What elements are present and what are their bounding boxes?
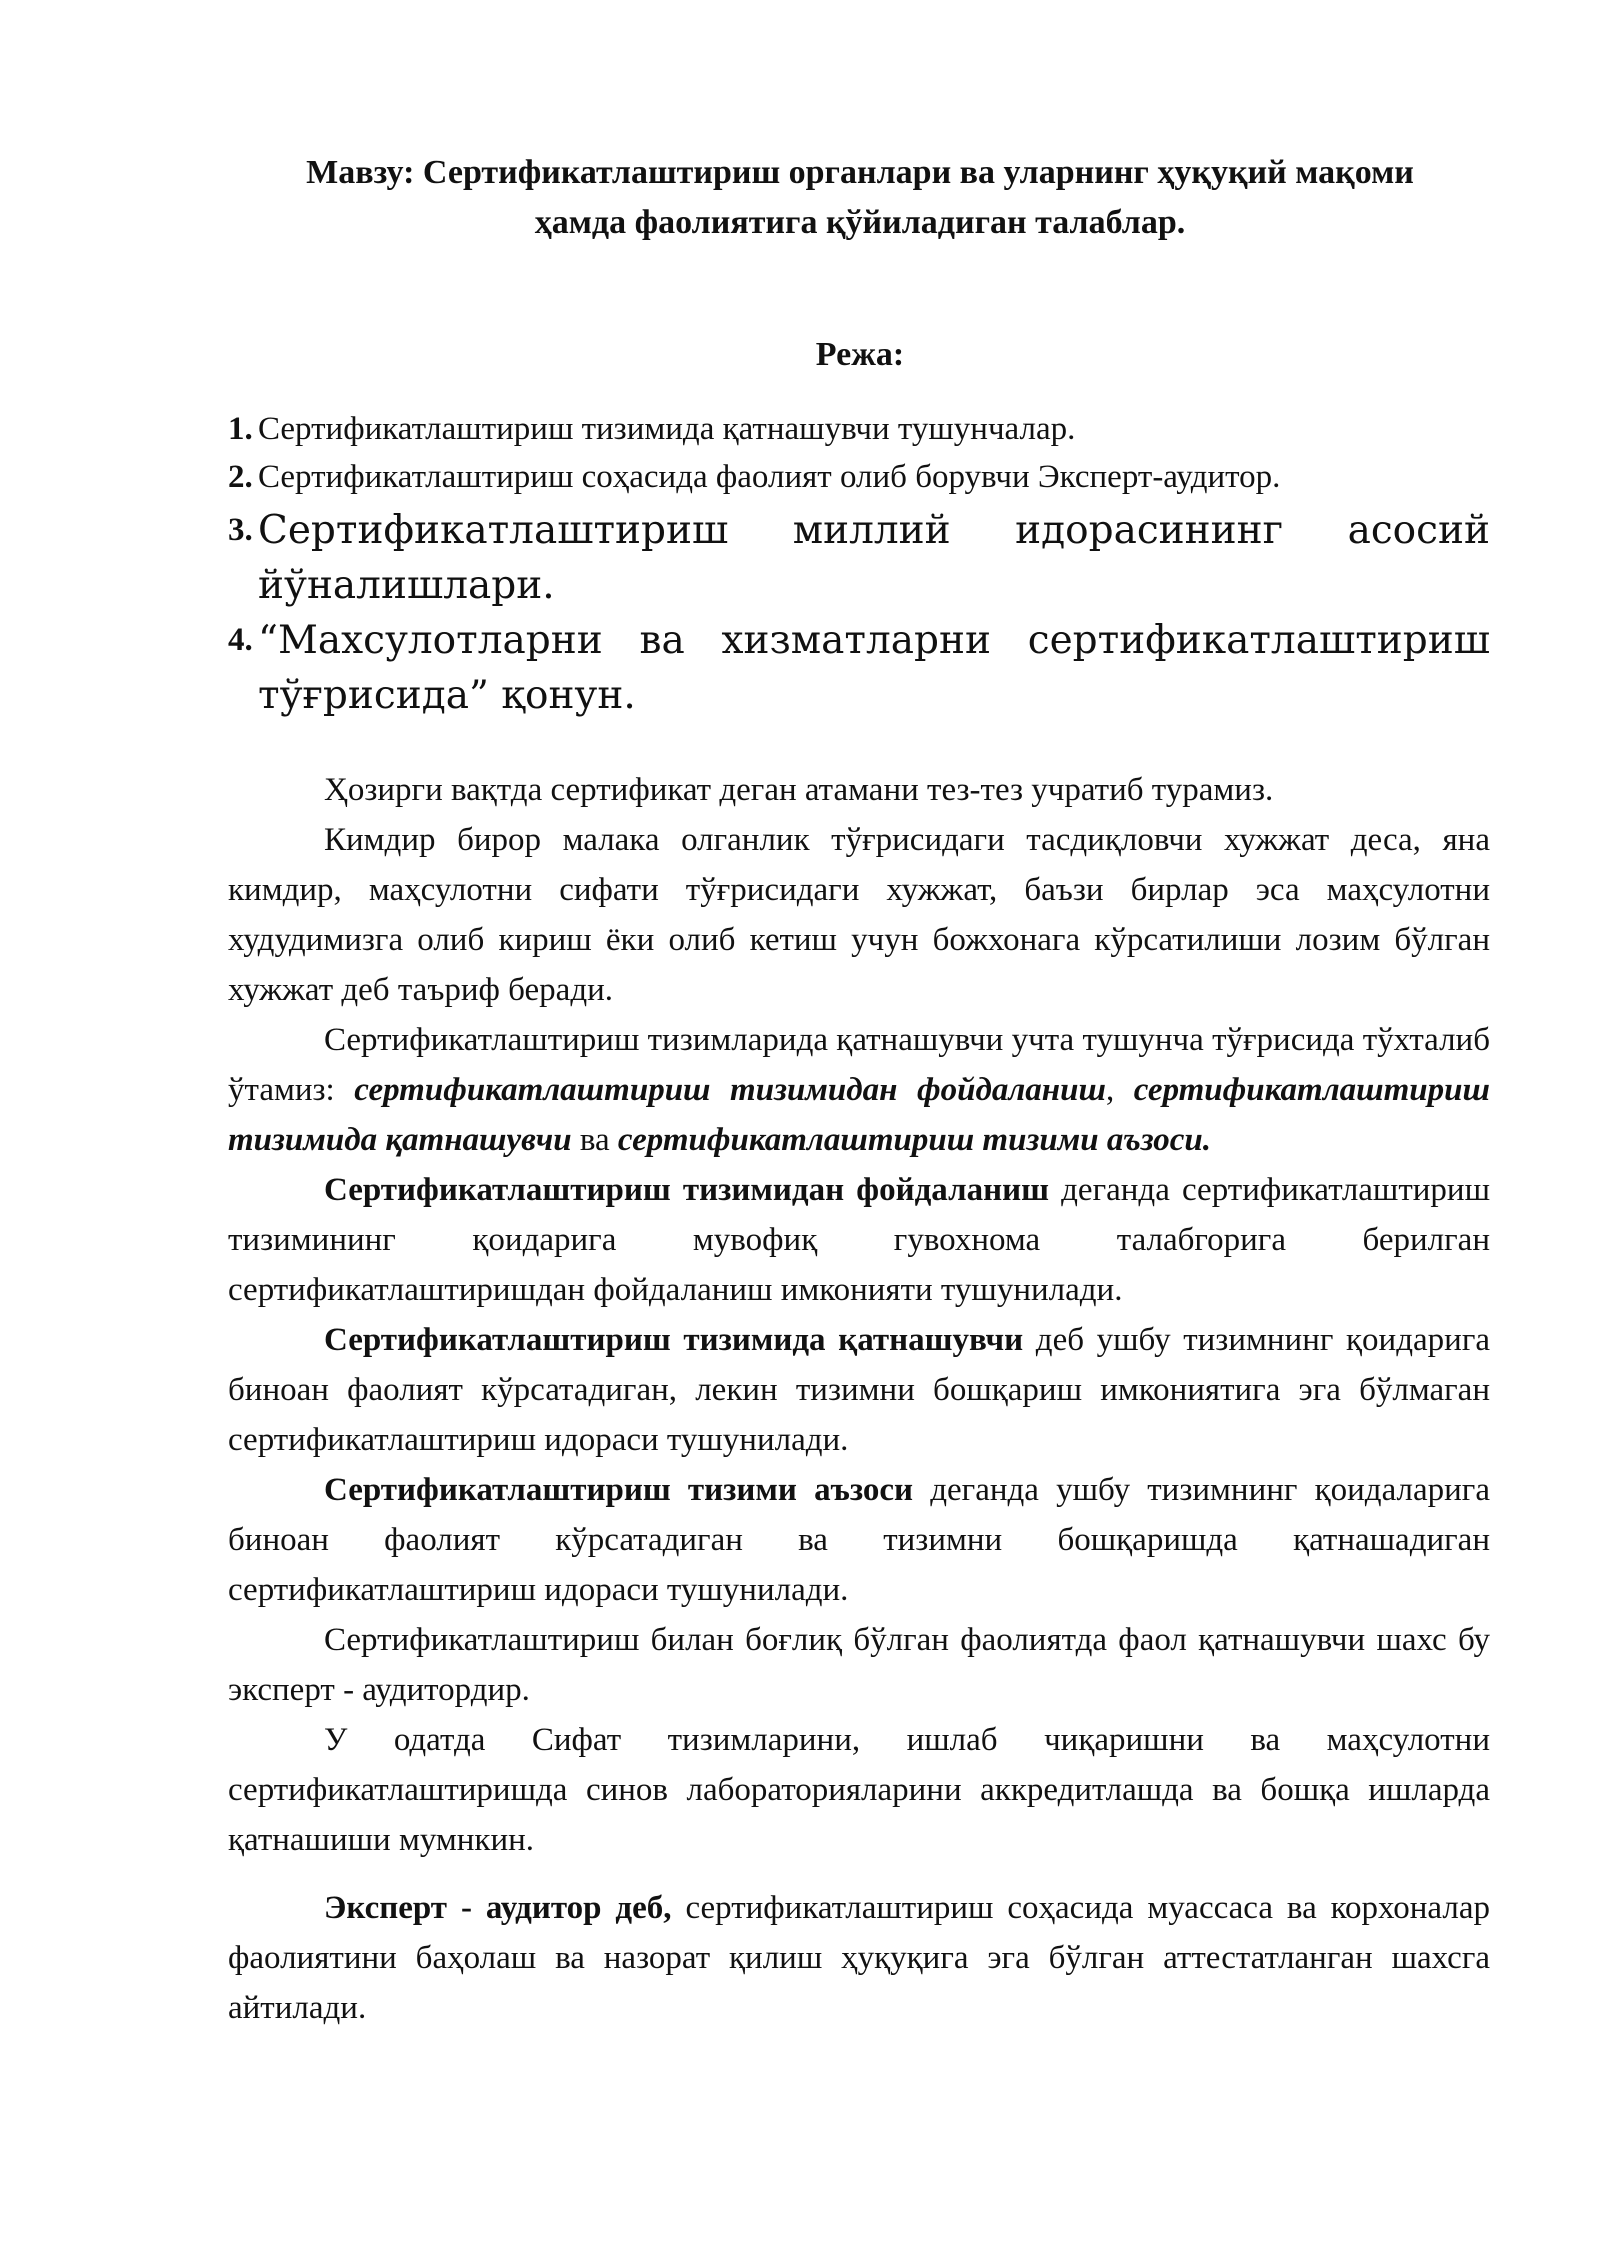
body-paragraph — [228, 1883, 1490, 2033]
title-line-1: Мавзу: Сертификатлаштириш органлари ва уларнинг ҳуқуқий мақоми — [306, 154, 1414, 191]
plan-item-text: Сертификатлаштириш миллий идорасининг асосий йўналишлари. — [258, 508, 1490, 608]
plan-item-text: Сертификатлаштириш тизимида қатнашувчи тушунчалар. — [258, 411, 1076, 447]
paragraph-text: деб ушбу тизимнинг қоидарига биноан фаолият кўрсатадиган, лекин тизимни бошқариш имкониятига эга бўлмаган сертификатлаштириш идораси тушунилади. — [228, 1322, 1491, 1458]
paragraph-text: деганда ушбу тизимнинг қоидаларига биноан фаолият кўрсатадиган ва тизимни бошқаришда қатнашадиган сертификатлаштириш идораси тушунилади. — [228, 1472, 1490, 1608]
defined-term: Сертификатлаштириш тизимидан фойдаланиш — [324, 1172, 1049, 1208]
body-paragraph: У одатда Сифат тизимларини, ишлаб чиқаришни ва маҳсулотни сертификатлаштиришда синов лабораторияларини аккредитлашда ва бошқа ишларда қатнашиши мумнкин. — [228, 1722, 1490, 1858]
plan-list — [228, 405, 1490, 723]
plan-item-number: 1. — [228, 411, 253, 447]
plan-item — [228, 453, 1490, 501]
defined-term: Сертификатлаштириш тизими аъзоси — [324, 1472, 914, 1508]
body-paragraph — [228, 1015, 1490, 1165]
plan-item-number: 2. — [228, 459, 253, 495]
emphasis-term: сертификатлаштириш тизимида қатнашувчи — [228, 1072, 1490, 1158]
body-paragraph — [228, 1315, 1490, 1465]
document-body — [228, 765, 1490, 2033]
paragraph-text: сертификатлаштириш соҳасида муассаса ва корхоналар фаолиятини баҳолаш ва назорат қилиш ҳуқуқига эга бўлган аттестатланган шахсга айтилади. — [228, 1890, 1490, 2026]
plan-item — [228, 613, 1490, 723]
defined-term: Сертификатлаштириш тизимида қатнашувчи — [324, 1322, 1024, 1358]
plan-item — [228, 503, 1490, 613]
title-line-2: ҳамда фаолиятига қўйиладиган талаблар. — [534, 204, 1186, 241]
plan-item-text: Сертификатлаштириш соҳасида фаолият олиб борувчи Эксперт-аудитор. — [258, 459, 1281, 495]
document-title — [160, 148, 1560, 248]
plan-item-number: 3. — [228, 512, 253, 548]
emphasis-term: сертификатлаштириш тизими аъзоси. — [617, 1122, 1211, 1158]
paragraph-text: деганда сертификатлаштириш тизимининг қоидарига мувофиқ гувохнома талабгорига берилган сертификатлаштиришдан фойдаланиш имконияти тушунилади. — [228, 1172, 1490, 1308]
body-paragraph — [228, 1165, 1490, 1315]
plan-heading: Режа: — [815, 336, 905, 373]
emphasis-term: сертификатлаштириш тизимидан фойдаланиш — [354, 1072, 1106, 1108]
plan-item-text: “Махсулотларни ва хизматларни сертификатлаштириш тўғрисида” қонун. — [258, 618, 1490, 718]
body-paragraph — [228, 1465, 1490, 1615]
paragraph-text: Сертификатлаштириш тизимларида қатнашувчи учта тушунча тўғрисида тўхталиб ўтамиз: — [228, 1022, 1490, 1108]
body-paragraph: Ҳозирги вақтда сертификат деган атамани тез-тез учратиб турамиз. — [324, 772, 1274, 808]
defined-term: Эксперт - аудитор деб, — [324, 1890, 672, 1926]
paragraph-text: ва — [571, 1122, 618, 1158]
plan-item — [228, 405, 1490, 453]
plan-item-number: 4. — [228, 622, 253, 658]
body-paragraph: Кимдир бирор малака олганлик тўғрисидаги тасдиқловчи хужжат деса, яна кимдир, маҳсулотни сифати тўғрисидаги хужжат, баъзи бирлар эса маҳсулотни худудимизга олиб кириш ёки олиб кетиш учун божхонага кўрсатилиши лозим бўлган хужжат деб таъриф беради. — [228, 822, 1490, 1008]
body-paragraph: Сертификатлаштириш билан боғлиқ бўлган фаолиятда фаол қатнашувчи шахс бу эксперт - аудитордир. — [228, 1622, 1490, 1708]
paragraph-text: , — [1105, 1072, 1134, 1108]
